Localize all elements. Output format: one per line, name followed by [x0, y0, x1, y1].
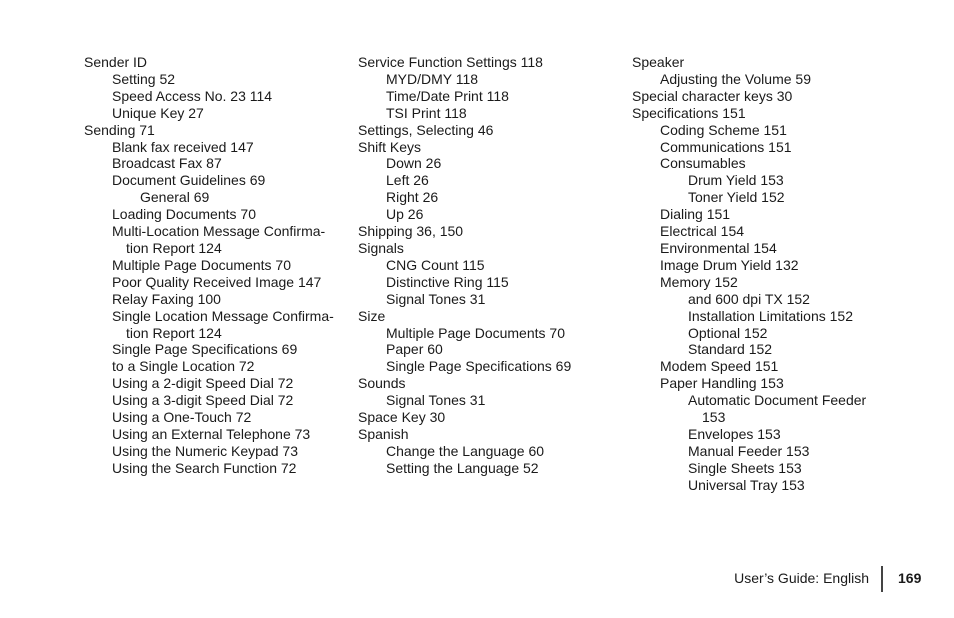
- index-entry-text: Single Sheets 153: [688, 459, 802, 476]
- index-entry: [84, 139, 334, 156]
- index-entry-text: Multiple Page Documents 70: [112, 256, 291, 273]
- index-entry-text: Broadcast Fax 87: [112, 155, 222, 172]
- index-entry-text: Left 26: [386, 172, 429, 189]
- index-entry-text: Signals: [358, 239, 404, 256]
- index-entry: [358, 409, 608, 426]
- index-entry: [632, 105, 882, 122]
- index-entry: [84, 105, 334, 122]
- index-entry: [358, 325, 608, 342]
- index-entry: [84, 155, 334, 172]
- index-entry: [84, 375, 334, 392]
- index-entry-text: Speed Access No. 23 114: [112, 87, 273, 104]
- index-entry-text: Service Function Settings 118: [358, 54, 543, 70]
- index-entry: [632, 426, 882, 443]
- index-column-3: [632, 54, 882, 494]
- index-entry-text: Document Guidelines 69: [112, 172, 266, 189]
- index-entry-text: Shift Keys: [358, 138, 422, 155]
- index-entry: [632, 240, 882, 257]
- index-entry-text: Optional 152: [688, 324, 768, 341]
- index-entry: [632, 189, 882, 206]
- index-entry: [358, 257, 608, 274]
- index-entry: [632, 155, 882, 172]
- index-entry: [632, 358, 882, 375]
- index-entry: [632, 54, 882, 71]
- index-entry-text: Poor Quality Received Image 147: [112, 273, 322, 290]
- index-entry-text: Single Page Specifications 69: [386, 358, 572, 375]
- index-entry-text: Environmental 154: [660, 239, 777, 256]
- index-entry: [84, 426, 334, 443]
- index-entry: [84, 206, 334, 223]
- index-entry: [632, 375, 882, 392]
- index-entry: [632, 172, 882, 189]
- index-entry-text: Spanish: [358, 425, 409, 442]
- index-entry-text: Change the Language 60: [386, 442, 545, 459]
- index-entry-text: Unique Key 27: [112, 104, 204, 121]
- index-entry: [358, 308, 608, 325]
- index-entry: [84, 257, 334, 274]
- index-entry: [358, 426, 608, 443]
- index-entry: [632, 88, 882, 105]
- index-entry: [84, 358, 334, 375]
- index-entry-text: MYD/DMY 118: [386, 70, 479, 87]
- index-entry: [84, 392, 334, 409]
- index-entry: [632, 274, 882, 291]
- index-entry-text: Relay Faxing 100: [112, 290, 221, 307]
- index-entry: [84, 341, 334, 358]
- index-entry-text: Speaker: [632, 54, 685, 70]
- index-entry: [632, 206, 882, 223]
- index-entry-text: Size: [358, 307, 386, 324]
- index-entry: [358, 189, 608, 206]
- index-entry-text: Using an External Telephone 73: [112, 425, 311, 442]
- index-entry-text: Sending 71: [84, 121, 155, 138]
- index-entry-text: Distinctive Ring 115: [386, 273, 509, 290]
- index-entry: [632, 460, 882, 477]
- index-entry-text: Image Drum Yield 132: [660, 256, 799, 273]
- index-entry-text: Envelopes 153: [688, 425, 781, 442]
- index-entry-text: Drum Yield 153: [688, 172, 784, 189]
- index-entry: [632, 308, 882, 325]
- index-entry-text: Automatic Document Feeder: [688, 392, 867, 409]
- index-entry: [358, 460, 608, 477]
- index-entry: [84, 122, 334, 139]
- index-entry: [358, 88, 608, 105]
- index-entry-text: Setting 52: [112, 70, 176, 87]
- index-entry: [358, 105, 608, 122]
- index-entry-text: Standard 152: [688, 341, 773, 358]
- index-entry: [358, 122, 608, 139]
- index-entry: [632, 443, 882, 460]
- index-entry: [84, 71, 334, 88]
- index-column-2: [358, 54, 608, 477]
- index-entry-text: and 600 dpi TX 152: [688, 290, 810, 307]
- index-entry-text: Up 26: [386, 206, 424, 223]
- index-entry-text: Paper Handling 153: [660, 375, 784, 392]
- index-entry-text: Modem Speed 151: [660, 358, 779, 375]
- index-entry-text: Sender ID: [84, 54, 148, 70]
- index-entry: [358, 392, 608, 409]
- index-entry: [632, 71, 882, 88]
- index-entry: [358, 71, 608, 88]
- index-entry: [358, 358, 608, 375]
- index-entry-text: Right 26: [386, 189, 439, 206]
- index-entry-text: Single Location Message Confirma-: [112, 307, 334, 324]
- index-entry: [358, 139, 608, 156]
- index-entry: [84, 189, 334, 206]
- index-entry: [84, 308, 334, 342]
- index-entry-text: Multiple Page Documents 70: [386, 324, 565, 341]
- index-entry-text: Special character keys 30: [632, 87, 793, 104]
- index-entry: [84, 172, 334, 189]
- index-entry-text: Setting the Language 52: [386, 459, 539, 476]
- index-entry-text: Toner Yield 152: [688, 189, 785, 206]
- index-entry-continuation: 153: [702, 409, 726, 426]
- index-entry-text: TSI Print 118: [386, 104, 467, 121]
- index-entry: [358, 341, 608, 358]
- index-entry-text: Dialing 151: [660, 206, 731, 223]
- page-number: 169: [898, 570, 922, 586]
- index-entry: [84, 443, 334, 460]
- index-entry-text: Signal Tones 31: [386, 290, 486, 307]
- index-entry-text: Multi-Location Message Confirma-: [112, 223, 326, 240]
- index-entry: [358, 155, 608, 172]
- index-entry: [358, 223, 608, 240]
- index-entry-text: Using the Numeric Keypad 73: [112, 442, 298, 459]
- index-entry-text: Using a 2-digit Speed Dial 72: [112, 375, 294, 392]
- index-entry-text: Loading Documents 70: [112, 206, 256, 223]
- index-entry-text: Space Key 30: [358, 409, 446, 426]
- index-entry: [358, 375, 608, 392]
- index-entry-text: Sounds: [358, 375, 406, 392]
- index-entry-text: Blank fax received 147: [112, 138, 254, 155]
- index-entry-text: Universal Tray 153: [688, 476, 805, 493]
- index-entry: [358, 291, 608, 308]
- index-entry-text: Using the Search Function 72: [112, 459, 297, 476]
- index-entry: [632, 291, 882, 308]
- index-entry-text: Using a 3-digit Speed Dial 72: [112, 392, 294, 409]
- index-entry: [632, 325, 882, 342]
- index-entry: [632, 341, 882, 358]
- index-entry: [358, 274, 608, 291]
- index-entry-text: Using a One-Touch 72: [112, 409, 252, 426]
- index-entry: [632, 392, 882, 426]
- index-entry-text: Signal Tones 31: [386, 392, 486, 409]
- index-entry: [632, 257, 882, 274]
- index-entry: [84, 223, 334, 257]
- index-entry: [632, 477, 882, 494]
- index-entry-text: Installation Limitations 152: [688, 307, 853, 324]
- index-entry: [358, 443, 608, 460]
- index-entry: [358, 206, 608, 223]
- index-entry-continuation: tion Report 124: [126, 324, 222, 341]
- index-entry-text: Specifications 151: [632, 104, 746, 121]
- index-entry-continuation: tion Report 124: [126, 239, 222, 256]
- index-entry-text: Electrical 154: [660, 223, 745, 240]
- index-entry-text: Memory 152: [660, 273, 738, 290]
- index-entry: [358, 172, 608, 189]
- index-entry-text: CNG Count 115: [386, 256, 485, 273]
- index-entry: [84, 88, 334, 105]
- index-entry: [358, 240, 608, 257]
- index-entry-text: Shipping 36, 150: [358, 223, 464, 240]
- index-entry: [84, 291, 334, 308]
- index-entry-text: to a Single Location 72: [112, 358, 255, 375]
- index-column-1: [84, 54, 334, 477]
- index-entry: [632, 122, 882, 139]
- index-entry: [84, 54, 334, 71]
- index-entry-text: Down 26: [386, 155, 442, 172]
- index-entry-text: Manual Feeder 153: [688, 442, 810, 459]
- index-entry-text: Time/Date Print 118: [386, 87, 509, 104]
- index-entry-text: Communications 151: [660, 138, 792, 155]
- index-entry-text: Paper 60: [386, 341, 443, 358]
- index-entry-text: Settings, Selecting 46: [358, 121, 494, 138]
- index-entry: [632, 139, 882, 156]
- footer-guide-label: User’s Guide: English: [734, 570, 869, 586]
- index-entry: [632, 223, 882, 240]
- index-entry-text: Single Page Specifications 69: [112, 341, 298, 358]
- page-footer: [0, 566, 954, 592]
- index-entry-text: Coding Scheme 151: [660, 121, 787, 138]
- index-entry-text: Consumables: [660, 155, 746, 172]
- footer-divider: [881, 566, 883, 592]
- index-entry-text: Adjusting the Volume 59: [660, 70, 811, 87]
- index-entry-text: General 69: [140, 189, 210, 206]
- index-entry: [84, 274, 334, 291]
- index-entry: [84, 460, 334, 477]
- index-entry: [84, 409, 334, 426]
- index-entry: [358, 54, 608, 71]
